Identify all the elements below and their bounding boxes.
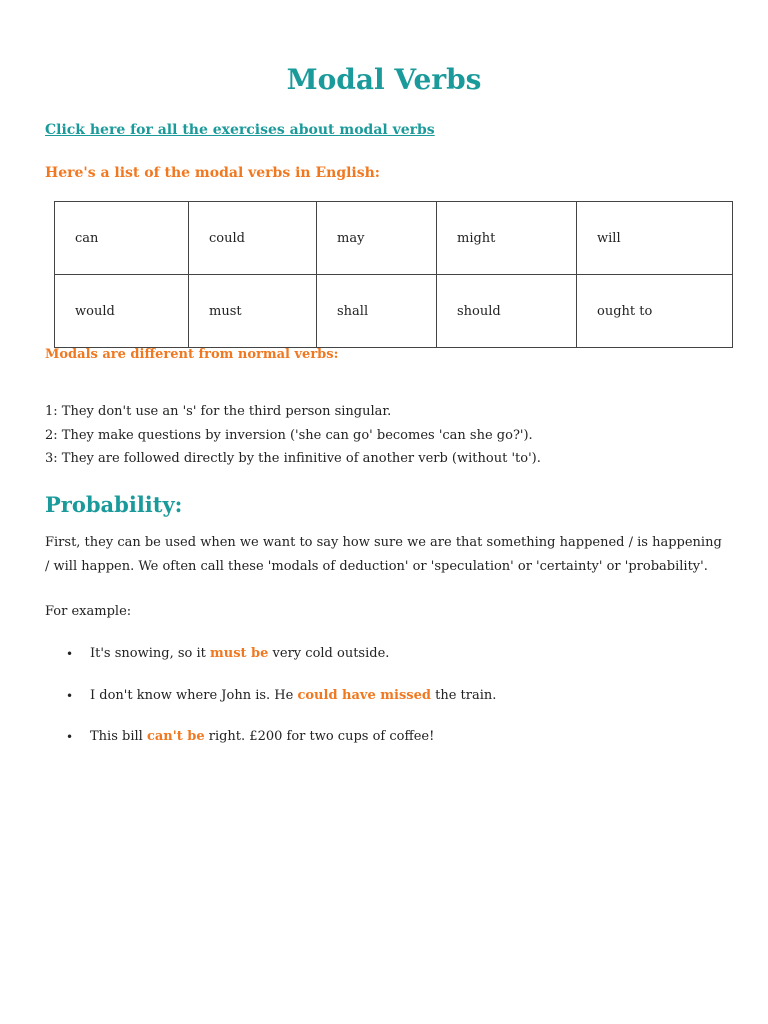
table-cell: might bbox=[437, 202, 577, 275]
modal-list-heading: Here's a list of the modal verbs in English: bbox=[45, 165, 380, 181]
page-title: Modal Verbs bbox=[286, 63, 482, 96]
example-text: very cold outside. bbox=[268, 646, 390, 661]
probability-heading: Probability: bbox=[45, 492, 183, 517]
table-row bbox=[55, 275, 733, 348]
example-text: It's snowing, so it bbox=[90, 646, 210, 661]
exercises-link[interactable]: Click here for all the exercises about modal verbs bbox=[45, 122, 435, 138]
table-cell: must bbox=[189, 275, 317, 348]
probability-intro: First, they can be used when we want to say how sure we are that something happened / is happening / will happen. We often call these 'modals of deduction' or 'speculation' or 'certainty' or 'probability'. bbox=[45, 535, 722, 574]
table-cell: shall bbox=[317, 275, 437, 348]
for-example-label: For example: bbox=[45, 604, 132, 619]
list-item bbox=[66, 686, 726, 728]
example-text: This bill bbox=[90, 729, 147, 744]
table-cell: should bbox=[437, 275, 577, 348]
table-row bbox=[55, 202, 733, 275]
table-cell: ought to bbox=[577, 275, 733, 348]
table-cell: will bbox=[577, 202, 733, 275]
example-text: the train. bbox=[430, 687, 497, 703]
table-cell: can bbox=[55, 202, 189, 275]
table-cell: would bbox=[55, 275, 189, 348]
example-text: I don't know where John is. He bbox=[90, 687, 298, 703]
list-item bbox=[66, 727, 726, 769]
table-cell: may bbox=[317, 202, 437, 275]
example-highlight: can't be bbox=[146, 729, 205, 744]
modal-verbs-table bbox=[54, 201, 733, 348]
table-cell: could bbox=[189, 202, 317, 275]
rule-item: 1: They don't use an 's' for the third person singular. bbox=[45, 404, 392, 419]
example-highlight: could have missed bbox=[297, 687, 431, 703]
rule-item: 3: They are followed directly by the infinitive of another verb (without 'to'). bbox=[45, 451, 541, 466]
example-highlight: must be bbox=[210, 646, 269, 661]
rules-list bbox=[45, 400, 541, 471]
rule-item: 2: They make questions by inversion ('she can go' becomes 'can she go?'). bbox=[45, 427, 533, 443]
bullet-icon: • bbox=[66, 647, 74, 661]
bullet-icon: • bbox=[66, 688, 74, 703]
bullet-icon: • bbox=[66, 730, 74, 744]
list-item bbox=[66, 644, 726, 686]
differences-heading: Modals are different from normal verbs: bbox=[45, 347, 339, 362]
examples-list bbox=[66, 644, 726, 769]
example-text: right. £200 for two cups of coffee! bbox=[204, 729, 435, 744]
